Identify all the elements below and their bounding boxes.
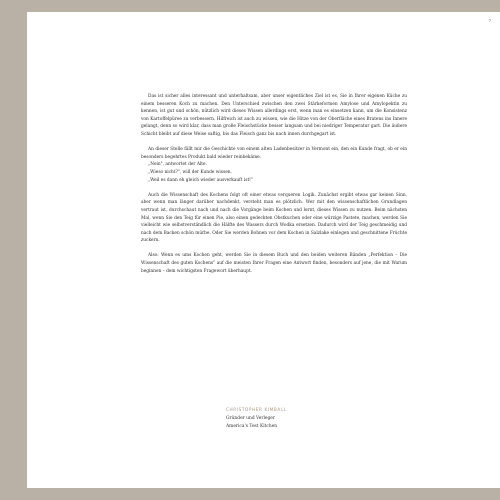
paragraph: An dieser Stelle fällt mir die Geschichte von einem alten Ladenbesitzer in Vermont ein, den ein Kunde fragt, ob er ein besonders begehrtes Produkt bald wieder reinbekäme. [141,147,407,160]
dialogue-line: „Weil es dann eh gleich wieder ausverkauft ist!" [148,177,253,183]
author-role: Gründer und Verleger [226,415,276,421]
paragraph: Auch die Wissenschaft des Kochens folgt oft einer etwas verqueren Logik. Zunächst ergibt etwas gar keinen Sinn, aber wenn man länger darüber nachdenkt, versteht man es plötzlich. Wer mit den wissenschaftlichen Grundlagen vertraut ist, durchschaut nach und nach die Vorgänge beim Kochen und lernt, dieses Wissen zu nutzen. Beim nächsten Mal, wenn Sie den Teig für einen Pie, also einen gedeckten Obstkuchen oder eine würzige Pastete, machen, werden Sie vielleicht wie selbstverständlich die Hälfte des Wassers durch Wodka ersetzen. Dadurch wird der Teig geschmeidig und nach dem Backen schön mürbe. Oder Sie werden Bohnen vor dem Kochen in Salzlake einlegen und geschnittene Früchte zuckern. [141,192,407,244]
page-number: 7 [488,18,491,23]
paragraph: Das ist sicher alles interessant und unterhaltsam, aber unser eigentliches Ziel ist es, Sie in Ihrer eigenen Küche zu einem besseren Koch zu machen. Den Unterschied zwischen den zwei Stärkeformen Amylose und Amylopektin zu kennen, ist gut und schön, nützlich wird dieses Wissen allerdings erst, wenn man es einsetzen kann, um die Konsistenz von Kartoffelpüree zu verbessern. Hilfreich ist auch zu wissen, wie die Hitze von der Oberfläche eines Bratens ins Innere gelangt, denn so wird klar, dass man große Fleischstücke besser langsam und bei niedriger Temperatur gart. Die äußere Schicht bleibt auf diese Weise saftig, bis das Fleisch ganz bis nach innen durchgegart ist. [141,94,407,137]
author-organization: America's Test Kitchen [226,424,278,430]
dialogue-line: „Nein", antwortet der Alte. [148,162,207,168]
signature-block [226,406,287,432]
body-text [141,93,407,283]
author-name: CHRISTOPHER KIMBALL [226,407,287,412]
book-page [27,12,500,488]
dialogue-line: „Wieso nicht?", will der Kunde wissen. [148,169,232,175]
paragraph: Also: Wenn es ums Kochen geht, werden Sie in diesem Buch und den beiden weiteren Bänden „Perfektion – Die Wissenschaft des guten Kochens" auf die meisten Ihrer Fragen eine Antwort finden, besonders auf jene, die mit Warum beginnen – dem wichtigsten Fragewort überhaupt. [141,253,407,274]
